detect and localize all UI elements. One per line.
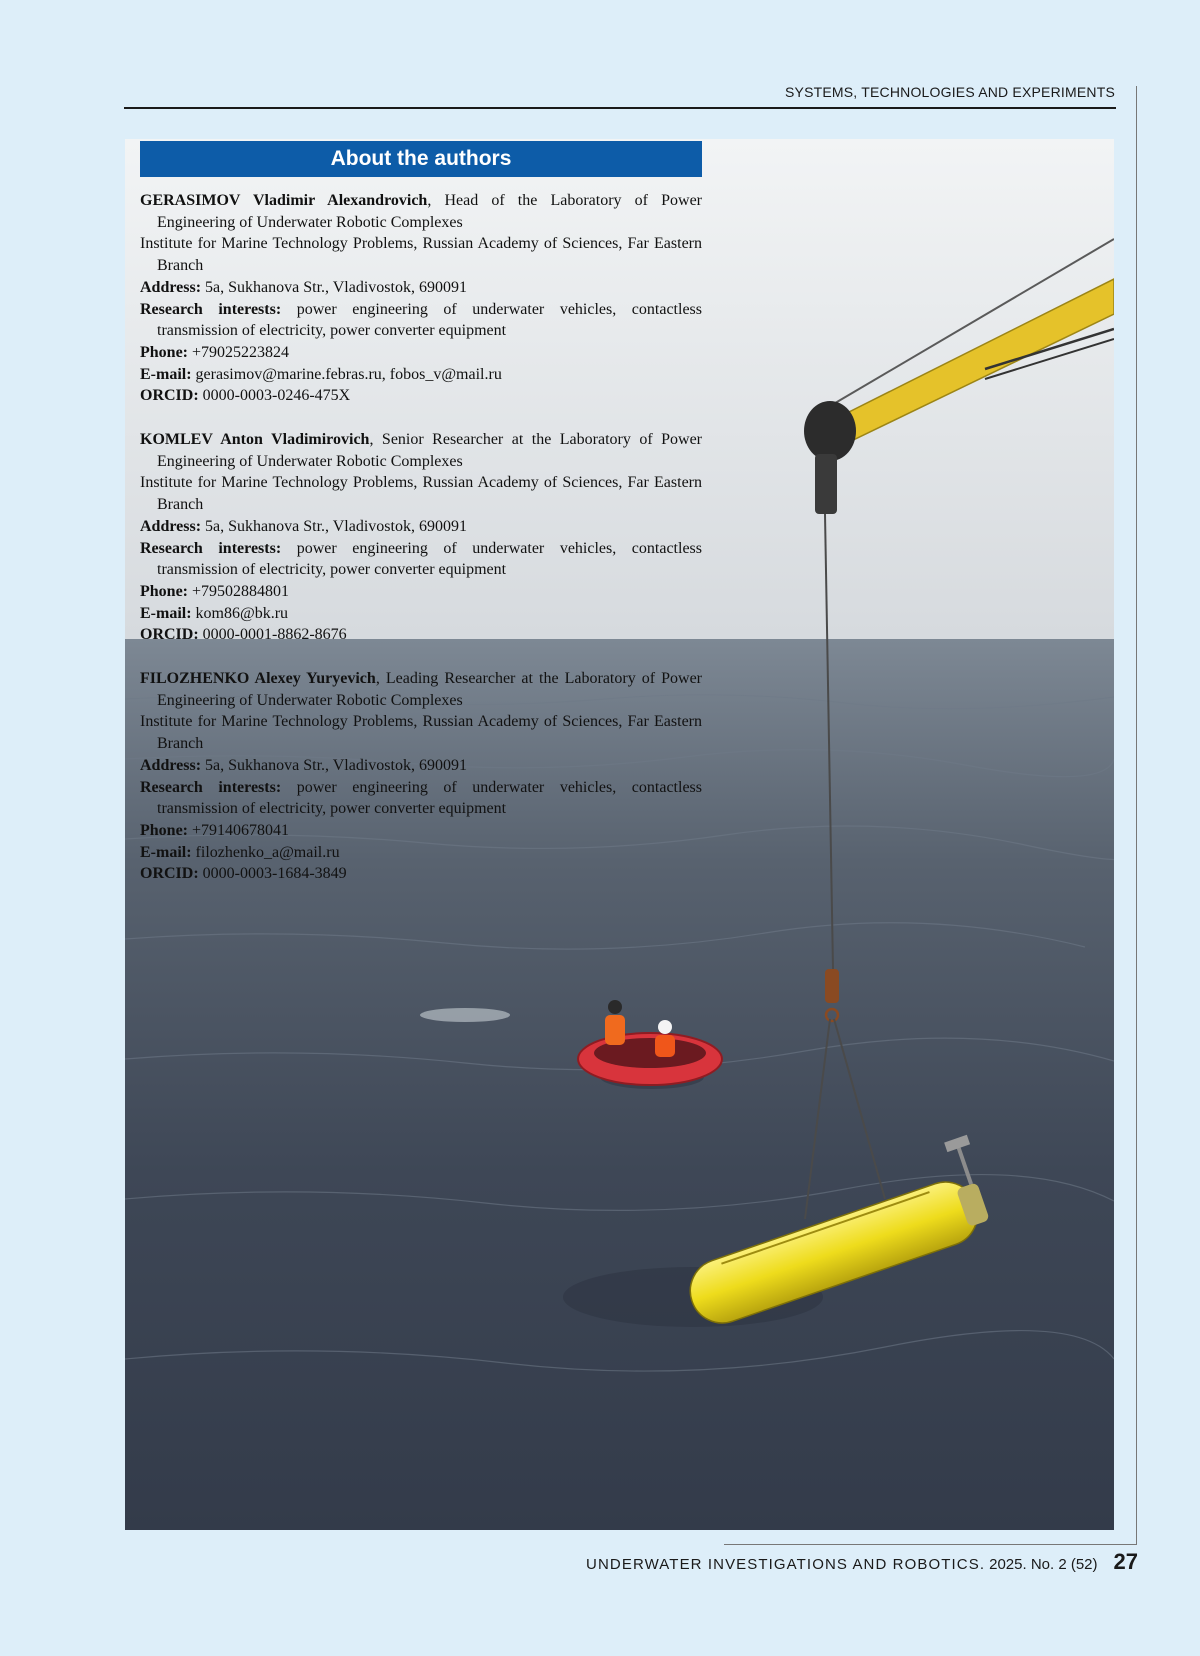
orcid-value: 0000-0003-1684-3849	[198, 865, 347, 883]
research-label: Research interests:	[140, 300, 282, 318]
phone-value: +79502884801	[188, 582, 290, 600]
author-heading	[140, 429, 702, 472]
author-address	[140, 755, 702, 777]
author-research	[140, 299, 702, 342]
address-value: 5a, Sukhanova Str., Vladivostok, 690091	[201, 756, 467, 774]
author-address	[140, 516, 702, 538]
author-phone	[140, 342, 702, 364]
author-phone	[140, 820, 702, 842]
author-orcid	[140, 624, 702, 646]
email-label: E-mail:	[140, 604, 192, 622]
phone-value: +79140678041	[188, 821, 290, 839]
email-label: E-mail:	[140, 365, 192, 383]
address-value: 5a, Sukhanova Str., Vladivostok, 690091	[201, 278, 467, 296]
author-name: GERASIMOV Vladimir Alexandrovich	[140, 192, 428, 209]
author-email	[140, 603, 702, 625]
orcid-value: 0000-0001-8862-8676	[198, 626, 347, 644]
address-value: 5a, Sukhanova Str., Vladivostok, 690091	[201, 517, 467, 535]
author-position: , Leading Researcher at the Laboratory of Power Engineering of Underwater Robotic Complexes	[157, 670, 702, 709]
author-address	[140, 277, 702, 299]
author-card	[140, 429, 702, 646]
author-email	[140, 842, 702, 864]
research-label: Research interests:	[140, 539, 282, 557]
author-phone	[140, 581, 702, 603]
phone-label: Phone:	[140, 582, 188, 600]
address-label: Address:	[140, 278, 202, 296]
phone-label: Phone:	[140, 821, 188, 839]
section-title: About the authors	[140, 141, 702, 177]
address-label: Address:	[140, 517, 202, 535]
research-value: power engineering of underwater vehicles, contactless transmission of electricity, power converter equipment	[157, 300, 703, 340]
author-position: , Head of the Laboratory of Power Engineering of Underwater Robotic Complexes	[157, 192, 702, 231]
address-label: Address:	[140, 756, 202, 774]
author-institute: Institute for Marine Technology Problems, Russian Academy of Sciences, Far Eastern Branch	[140, 235, 702, 275]
email-label: E-mail:	[140, 843, 192, 861]
issue-number: 2025. No. 2 (52)	[989, 1556, 1098, 1573]
orcid-label: ORCID:	[140, 865, 199, 883]
page-number: 27	[1113, 1549, 1138, 1574]
author-name: KOMLEV Anton Vladimirovich	[140, 431, 370, 449]
author-position: , Senior Researcher at the Laboratory of Power Engineering of Underwater Robotic Complexes	[157, 431, 703, 470]
author-research	[140, 777, 702, 820]
orcid-value: 0000-0003-0246-475X	[198, 387, 351, 405]
page-footer	[586, 1549, 1138, 1575]
author-heading	[140, 668, 702, 711]
author-institute: Institute for Marine Technology Problems, Russian Academy of Sciences, Far Eastern Branch	[140, 474, 702, 514]
about-authors-section	[140, 141, 702, 885]
author-card	[140, 190, 702, 407]
phone-label: Phone:	[140, 343, 188, 361]
orcid-label: ORCID:	[140, 387, 199, 405]
header-rule	[124, 107, 1116, 109]
footer-rule	[724, 1544, 1137, 1545]
author-orcid	[140, 863, 702, 885]
research-value: power engineering of underwater vehicles, contactless transmission of electricity, power converter equipment	[157, 539, 703, 579]
phone-value: +79025223824	[188, 343, 290, 361]
author-institute: Institute for Marine Technology Problems, Russian Academy of Sciences, Far Eastern Branch	[140, 713, 702, 753]
journal-title: UNDERWATER INVESTIGATIONS AND ROBOTICS.	[586, 1556, 986, 1573]
research-label: Research interests:	[140, 778, 282, 796]
email-value: kom86@bk.ru	[191, 604, 289, 622]
running-header: SYSTEMS, TECHNOLOGIES AND EXPERIMENTS	[785, 84, 1115, 100]
orcid-label: ORCID:	[140, 626, 199, 644]
author-email	[140, 364, 702, 386]
author-orcid	[140, 385, 702, 407]
author-name: FILOZHENKO Alexey Yuryevich	[140, 670, 376, 688]
email-value: filozhenko_a@mail.ru	[191, 843, 340, 861]
side-rule	[1136, 86, 1137, 1544]
research-value: power engineering of underwater vehicles, contactless transmission of electricity, power converter equipment	[157, 778, 703, 818]
author-card	[140, 668, 702, 885]
author-research	[140, 538, 702, 581]
author-heading	[140, 190, 702, 233]
email-value: gerasimov@marine.febras.ru, fobos_v@mail.ru	[191, 365, 502, 383]
